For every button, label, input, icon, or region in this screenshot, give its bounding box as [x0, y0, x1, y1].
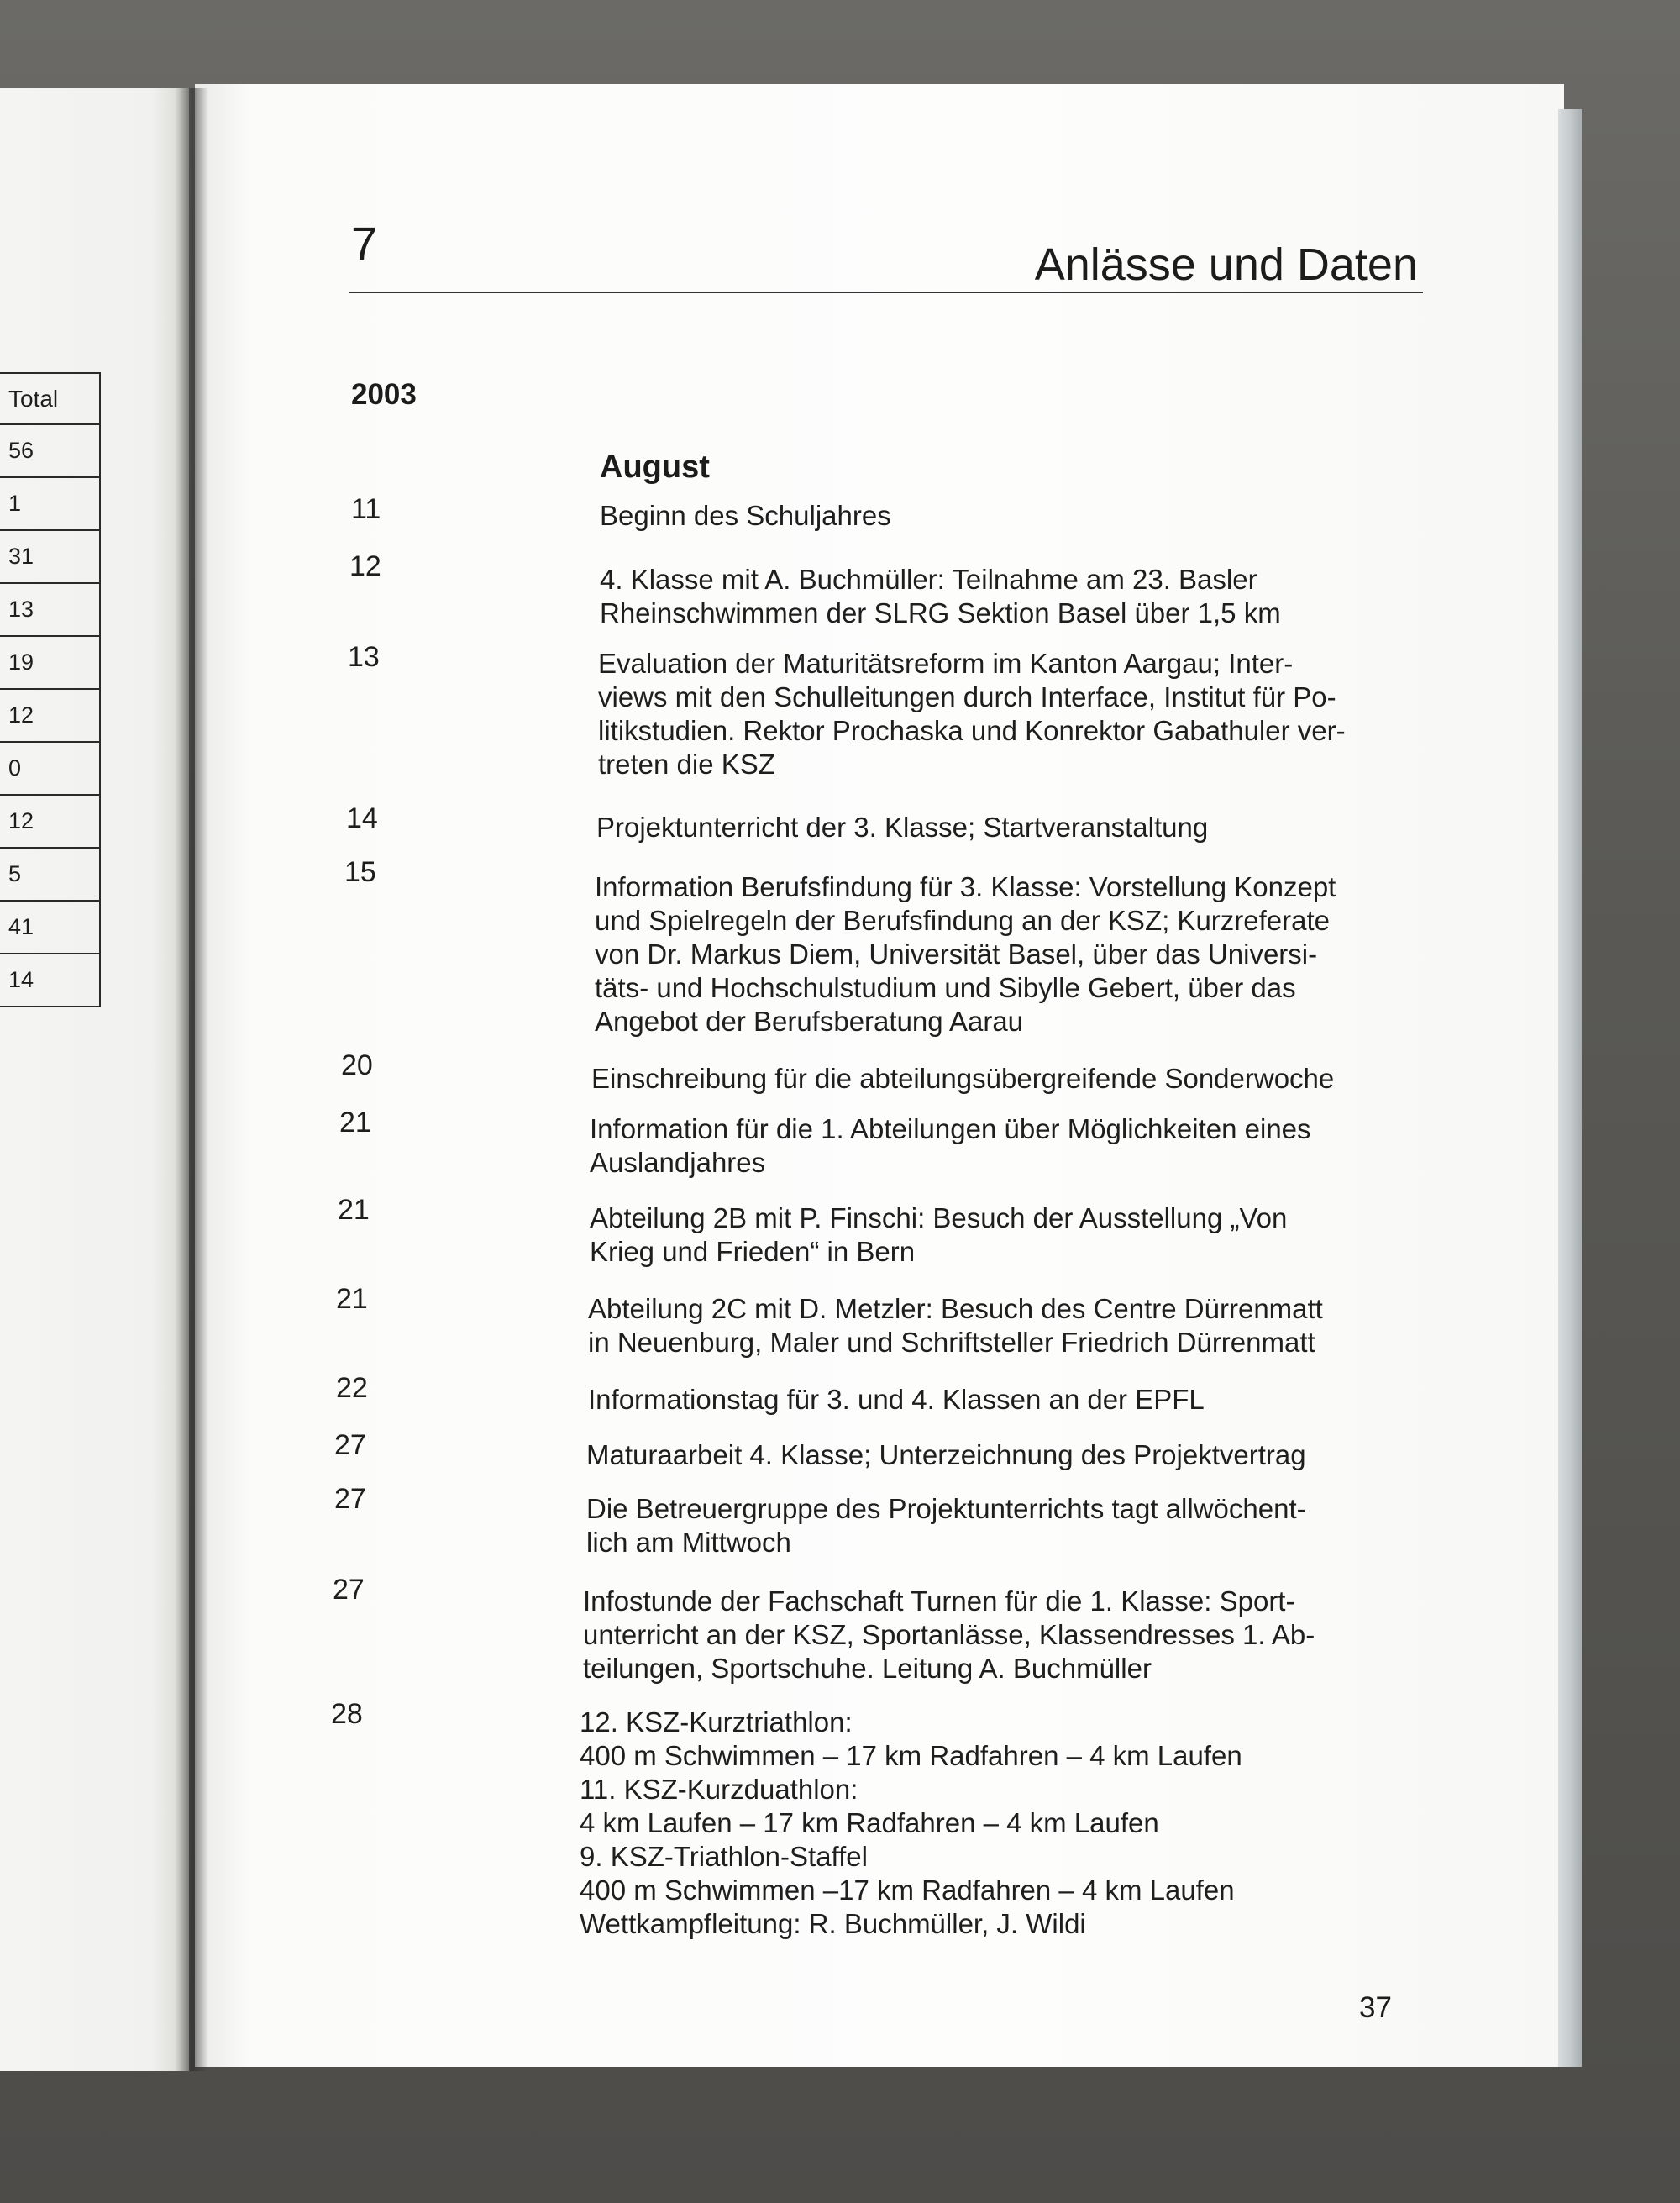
totals-table-header: Total — [0, 372, 99, 425]
entry-text — [588, 1383, 1408, 1417]
entry-day: 15 — [344, 856, 376, 888]
totals-table-cell: 14 — [0, 954, 99, 1007]
entry-day: 21 — [339, 1107, 371, 1138]
entry-line: Infostunde der Fachschaft Turnen für die 1. Klasse: Sport- — [583, 1585, 1295, 1617]
book-gutter-shadow — [175, 88, 208, 2071]
entry-line: Einschreibung für die abteilungsübergreifende Sonderwoche — [591, 1063, 1335, 1094]
entry-day: 28 — [331, 1698, 363, 1730]
entry-day: 11 — [351, 493, 381, 525]
totals-table-cell: 41 — [0, 902, 99, 954]
entry-day: 12 — [349, 550, 381, 582]
chapter-title: Anlässe und Daten — [1034, 239, 1418, 290]
year-heading: 2003 — [351, 378, 417, 411]
totals-table-cell: 0 — [0, 743, 99, 796]
entry-line: Evaluation der Maturitätsreform im Kanton Aargau; Inter- — [598, 648, 1294, 679]
totals-table-cell: 12 — [0, 690, 99, 743]
entry-text — [600, 563, 1415, 630]
entry-day: 27 — [334, 1483, 366, 1515]
totals-table-cell: 12 — [0, 796, 99, 849]
entry-text — [588, 1292, 1408, 1359]
totals-table — [0, 372, 101, 1007]
entry-day: 14 — [346, 802, 378, 834]
entry-line: views mit den Schulleitungen durch Interface, Institut für Po- — [598, 681, 1336, 712]
entry-text — [583, 1585, 1401, 1685]
entry-line: Rheinschwimmen der SLRG Sektion Basel über 1,5 km — [600, 597, 1281, 628]
entry-line: Beginn des Schuljahres — [600, 500, 891, 531]
entry-line: 4 km Laufen – 17 km Radfahren – 4 km Laufen — [580, 1807, 1159, 1838]
entry-line: 12. KSZ-Kurztriathlon: — [580, 1706, 853, 1738]
totals-table-cell: 1 — [0, 478, 99, 531]
entry-line: lich am Mittwoch — [586, 1527, 791, 1558]
entry-line: litikstudien. Rektor Prochaska und Konrektor Gabathuler ver- — [598, 715, 1346, 746]
entry-day: 27 — [333, 1574, 365, 1606]
entry-line: unterricht an der KSZ, Sportanlässe, Klassendresses 1. Ab- — [583, 1619, 1315, 1650]
totals-table-cell: 31 — [0, 531, 99, 584]
entry-line: treten die KSZ — [598, 749, 775, 780]
totals-table-cell: 56 — [0, 425, 99, 478]
totals-table-cell: 5 — [0, 849, 99, 902]
entry-day: 21 — [338, 1194, 370, 1226]
entry-text — [598, 647, 1415, 781]
entry-text — [595, 870, 1411, 1038]
entry-line: von Dr. Markus Diem, Universität Basel, über das Universi- — [595, 939, 1318, 970]
chapter-number: 7 — [351, 217, 378, 270]
entry-text — [590, 1201, 1410, 1269]
entry-day: 27 — [334, 1429, 366, 1461]
entry-text — [596, 811, 1415, 844]
totals-table-cell: 19 — [0, 637, 99, 690]
entry-line: 4. Klasse mit A. Buchmüller: Teilnahme am 23. Basler — [600, 564, 1257, 595]
entry-line: in Neuenburg, Maler und Schriftsteller Friedrich Dürrenmatt — [588, 1327, 1315, 1358]
entry-line: 9. KSZ-Triathlon-Staffel — [580, 1841, 868, 1872]
page-stack-edge — [1558, 109, 1582, 2067]
entry-line: 400 m Schwimmen –17 km Radfahren – 4 km Laufen — [580, 1874, 1235, 1906]
entry-line: Krieg und Frieden“ in Bern — [590, 1236, 916, 1267]
totals-table-cell: 13 — [0, 584, 99, 637]
previous-page — [0, 88, 189, 2071]
entry-text — [591, 1062, 1411, 1096]
month-heading: August — [600, 450, 710, 485]
entry-day: 22 — [336, 1372, 368, 1404]
header-rule — [349, 292, 1423, 293]
entry-text — [586, 1492, 1401, 1559]
entry-line: Abteilung 2C mit D. Metzler: Besuch des Centre Dürrenmatt — [588, 1293, 1323, 1324]
entry-day: 20 — [341, 1049, 373, 1081]
entry-line: 400 m Schwimmen – 17 km Radfahren – 4 km Laufen — [580, 1740, 1242, 1771]
entry-day: 21 — [336, 1283, 368, 1315]
entry-line: Auslandjahres — [590, 1147, 766, 1178]
entry-line: Information für die 1. Abteilungen über Möglichkeiten eines — [590, 1113, 1311, 1144]
entry-text — [586, 1438, 1408, 1472]
entry-text — [580, 1706, 1403, 1941]
entry-line: Angebot der Berufsberatung Aarau — [595, 1006, 1024, 1037]
entry-line: und Spielregeln der Berufsfindung an der KSZ; Kurzreferate — [595, 905, 1331, 936]
entry-line: Information Berufsfindung für 3. Klasse: Vorstellung Konzept — [595, 871, 1336, 902]
entry-day: 13 — [348, 641, 380, 673]
entry-line: Abteilung 2B mit P. Finschi: Besuch der Ausstellung „Von — [590, 1202, 1288, 1233]
entry-line: 11. KSZ-Kurzduathlon: — [580, 1774, 858, 1805]
entry-text — [600, 499, 1406, 533]
entry-line: täts- und Hochschulstudium und Sibylle Gebert, über das — [595, 972, 1296, 1003]
entry-line: Maturaarbeit 4. Klasse; Unterzeichnung des Projektvertrag — [586, 1439, 1306, 1470]
entry-line: Die Betreuergruppe des Projektunterrichts tagt allwöchent- — [586, 1493, 1306, 1524]
entry-line: Informationstag für 3. und 4. Klassen an der EPFL — [588, 1384, 1205, 1415]
entry-line: Wettkampfleitung: R. Buchmüller, J. Wildi — [580, 1908, 1086, 1939]
entry-text — [590, 1112, 1410, 1180]
entry-line: teilungen, Sportschuhe. Leitung A. Buchmüller — [583, 1653, 1152, 1684]
page-number: 37 — [1359, 1991, 1392, 2024]
entry-line: Projektunterricht der 3. Klasse; Startveranstaltung — [596, 812, 1209, 843]
